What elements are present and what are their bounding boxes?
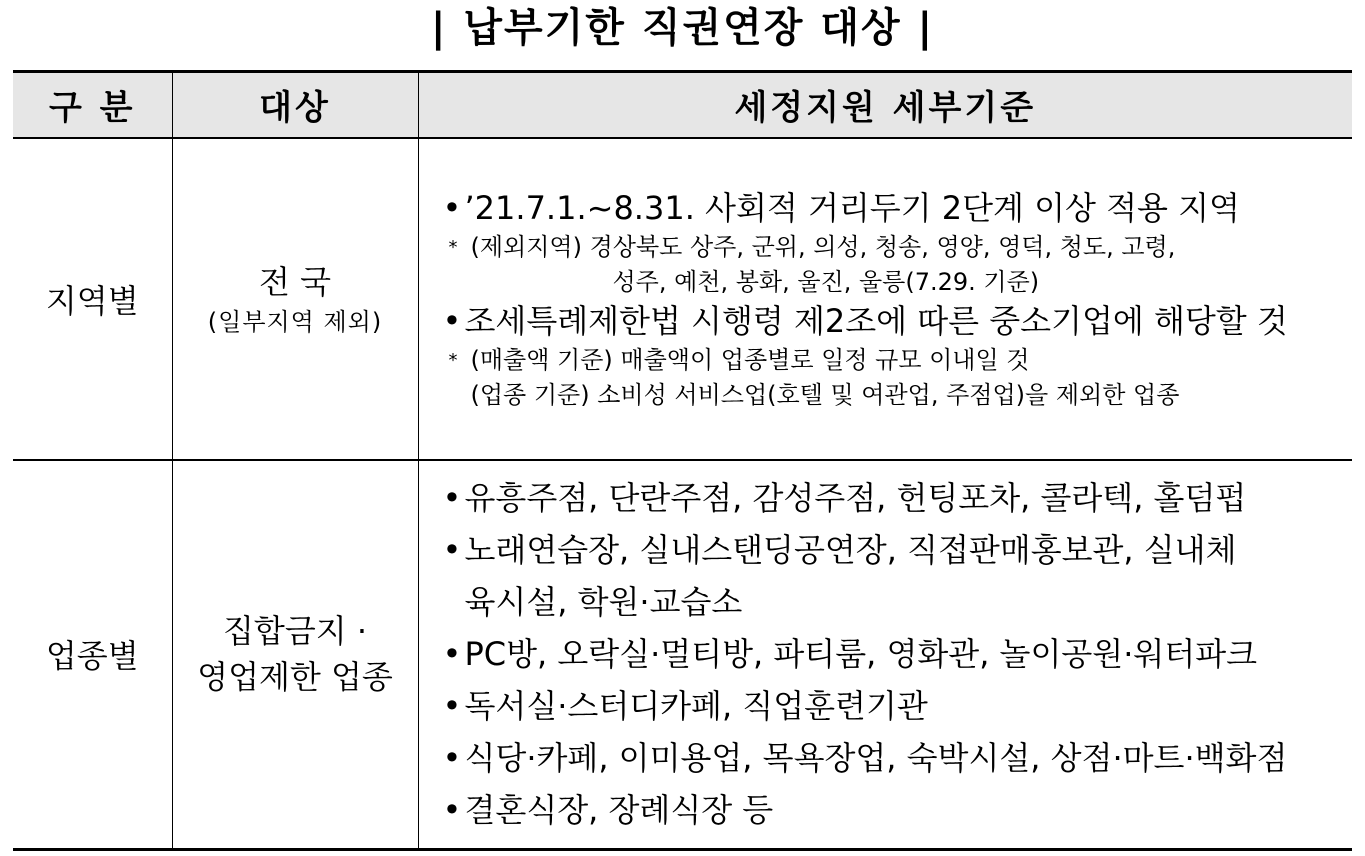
bullet-icon: • (442, 301, 462, 340)
bullet-icon: • (442, 791, 462, 830)
criteria-item: •PC방, 오락실·멀티방, 파티룸, 영화관, 놀이공원·워터파크 (443, 628, 1343, 680)
criteria-item: •노래연습장, 실내스탠딩공연장, 직접판매홍보관, 실내체 (443, 524, 1343, 576)
header-target: 대상 (172, 72, 418, 138)
target-main: 전 국 (259, 262, 331, 301)
criteria-item-continued: 육시설, 학원·교습소 (464, 583, 743, 622)
deadline-extension-table (13, 70, 1352, 851)
criteria-note-continued: 성주, 예천, 봉화, 울진, 울릉(7.29. 기준) (612, 267, 1040, 296)
target-line: 영업제한 업종 (197, 658, 393, 697)
bullet-icon: • (442, 479, 462, 518)
category-cell: 지역별 (45, 281, 139, 320)
table-header-row (13, 72, 1352, 138)
target-cell (172, 138, 418, 460)
criteria-item: •유흥주점, 단란주점, 감성주점, 헌팅포차, 콜라텍, 홀덤펍 (443, 472, 1343, 524)
table-row-industry (13, 460, 1352, 850)
header-criteria: 세정지원 세부기준 (418, 72, 1352, 138)
table-row-region (13, 138, 1352, 460)
criteria-item: •’21.7.1.~8.31. 사회적 거리두기 2단계 이상 적용 지역 (443, 186, 1343, 230)
bullet-icon: • (442, 188, 462, 227)
bullet-icon: • (442, 635, 462, 674)
criteria-note: * (매출액 기준) 매출액이 업종별로 일정 규모 이내일 것 (443, 343, 1343, 378)
criteria-cell (418, 460, 1352, 850)
page-title: | 납부기한 직권연장 대상 | (430, 5, 935, 51)
criteria-note: * (제외지역) 경상북도 상주, 군위, 의성, 청송, 영양, 영덕, 청도, 고령, (443, 230, 1343, 265)
criteria-item: •결혼식장, 장례식장 등 (443, 784, 1343, 836)
criteria-item: •식당·카페, 이미용업, 목욕장업, 숙박시설, 상점·마트·백화점 (443, 732, 1343, 784)
asterisk-icon: * (448, 236, 458, 258)
header-category: 구 분 (13, 72, 172, 138)
bullet-icon: • (442, 739, 462, 778)
asterisk-icon: * (448, 349, 458, 371)
target-line: 집합금지 · (223, 612, 367, 651)
target-cell (172, 460, 418, 850)
bullet-icon: • (442, 531, 462, 570)
criteria-note-continued: (업종 기준) 소비성 서비스업(호텔 및 여관업, 주점업)을 제외한 업종 (470, 380, 1180, 409)
criteria-item: •조세특례제한법 시행령 제2조에 따른 중소기업에 해당할 것 (443, 299, 1343, 343)
criteria-item: •독서실·스터디카페, 직업훈련기관 (443, 680, 1343, 732)
bullet-icon: • (442, 687, 462, 726)
criteria-cell (418, 138, 1352, 460)
category-cell: 업종별 (45, 637, 139, 676)
target-sub: (일부지역 제외) (207, 307, 383, 336)
